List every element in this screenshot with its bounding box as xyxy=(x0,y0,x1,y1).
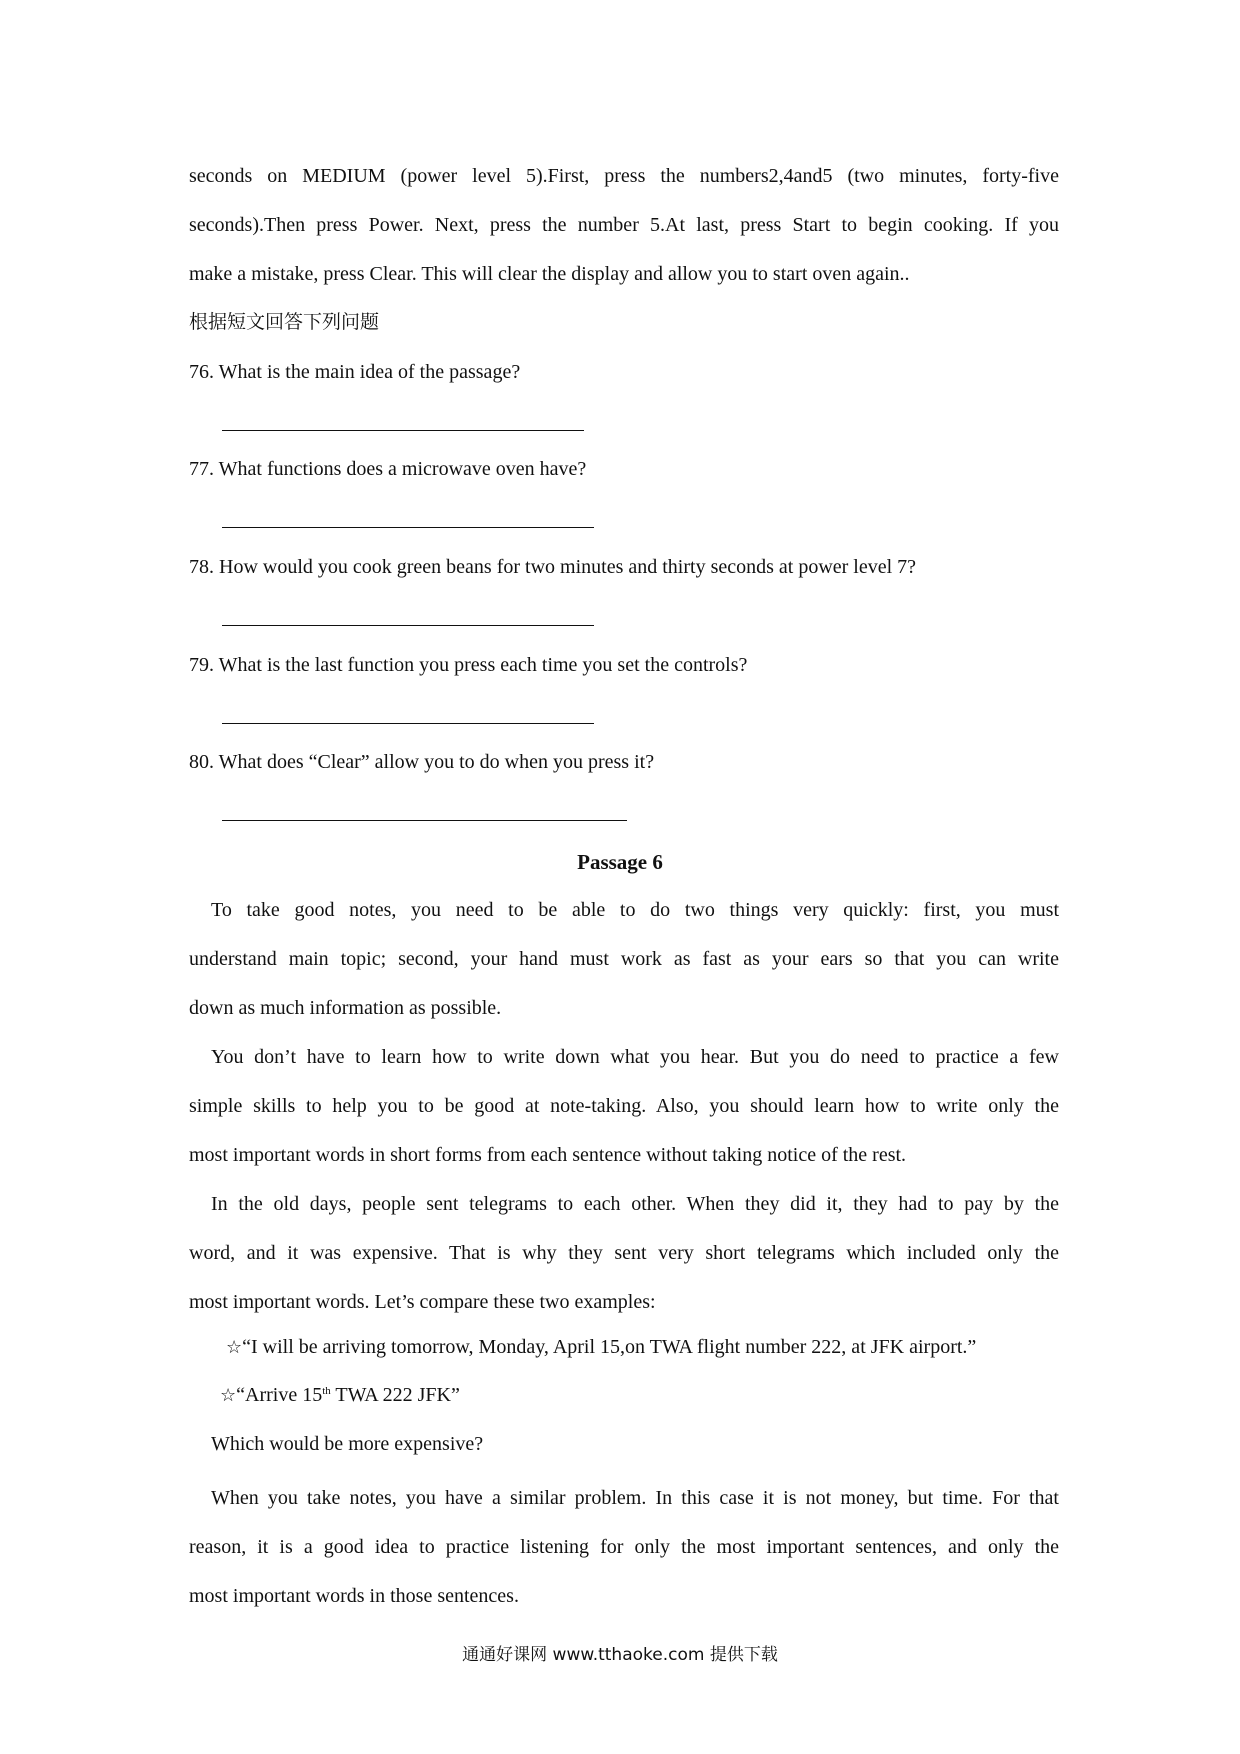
text-line: understand main topic; second, your hand must work as fast as your ears so that you can write xyxy=(189,948,1059,970)
text-line: simple skills to help you to be good at note-taking. Also, you should learn how to write only the xyxy=(189,1095,1059,1117)
passage-title: Passage 6 xyxy=(577,850,663,874)
page-footer: 通通好课网 www.tthaoke.com 提供下载 xyxy=(462,1645,778,1665)
example-2-text-b: TWA 222 JFK” xyxy=(330,1384,460,1406)
question-76: 76. What is the main idea of the passage? xyxy=(189,361,521,383)
text-line: down as much information as possible. xyxy=(189,997,502,1019)
example-1-text: “I will be arriving tomorrow, Monday, April 15,on TWA flight number 222, at JFK airport.” xyxy=(242,1336,977,1358)
answer-line-80[interactable] xyxy=(222,820,627,821)
text-line: To take good notes, you need to be able to do two things very quickly: first, you must xyxy=(211,899,1059,921)
text-line: make a mistake, press Clear. This will clear the display and allow you to start oven again.. xyxy=(189,263,910,285)
example-2 xyxy=(220,1384,460,1407)
question-80: 80. What does “Clear” allow you to do when you press it? xyxy=(189,751,655,773)
passage-paragraph-2 xyxy=(189,1033,1059,1180)
example-2-text-a: “Arrive 15 xyxy=(236,1384,323,1406)
text-line: reason, it is a good idea to practice listening for only the most important sentences, and only the xyxy=(189,1536,1059,1558)
text-line: seconds).Then press Power. Next, press the number 5.At last, press Start to begin cooking. If you xyxy=(189,214,1059,236)
instruction-heading: 根据短文回答下列问题 xyxy=(189,311,380,333)
text-line: seconds on MEDIUM (power level 5).First, press the numbers2,4and5 (two minutes, forty-five xyxy=(189,165,1059,187)
text-line: word, and it was expensive. That is why they sent very short telegrams which included only the xyxy=(189,1242,1059,1264)
example-2-superscript: th xyxy=(322,1385,331,1397)
text-line: In the old days, people sent telegrams to each other. When they did it, they had to pay by the xyxy=(211,1193,1059,1215)
passage-paragraph-final xyxy=(189,1474,1059,1621)
text-line: most important words in short forms from each sentence without taking notice of the rest. xyxy=(189,1144,907,1166)
star-icon: ☆ xyxy=(226,1337,243,1358)
example-1 xyxy=(226,1336,976,1359)
continuation-paragraph xyxy=(189,152,1059,299)
answer-line-76[interactable] xyxy=(222,430,584,431)
text-line: most important words. Let’s compare these two examples: xyxy=(189,1291,656,1313)
passage-paragraph-3 xyxy=(189,1180,1059,1327)
text-line: You don’t have to learn how to write down what you hear. But you do need to practice a few xyxy=(211,1046,1059,1068)
answer-line-78[interactable] xyxy=(222,625,594,626)
passage-paragraph-1 xyxy=(189,886,1059,1033)
answer-line-77[interactable] xyxy=(222,527,594,528)
question-79: 79. What is the last function you press each time you set the controls? xyxy=(189,654,748,676)
question-78: 78. How would you cook green beans for two minutes and thirty seconds at power level 7? xyxy=(189,556,917,578)
question-77: 77. What functions does a microwave oven have? xyxy=(189,458,587,480)
answer-line-79[interactable] xyxy=(222,723,594,724)
passage-question-line: Which would be more expensive? xyxy=(211,1433,484,1455)
star-icon: ☆ xyxy=(220,1385,237,1406)
text-line: most important words in those sentences. xyxy=(189,1585,519,1607)
text-line: When you take notes, you have a similar problem. In this case it is not money, but time. For that xyxy=(211,1487,1059,1509)
